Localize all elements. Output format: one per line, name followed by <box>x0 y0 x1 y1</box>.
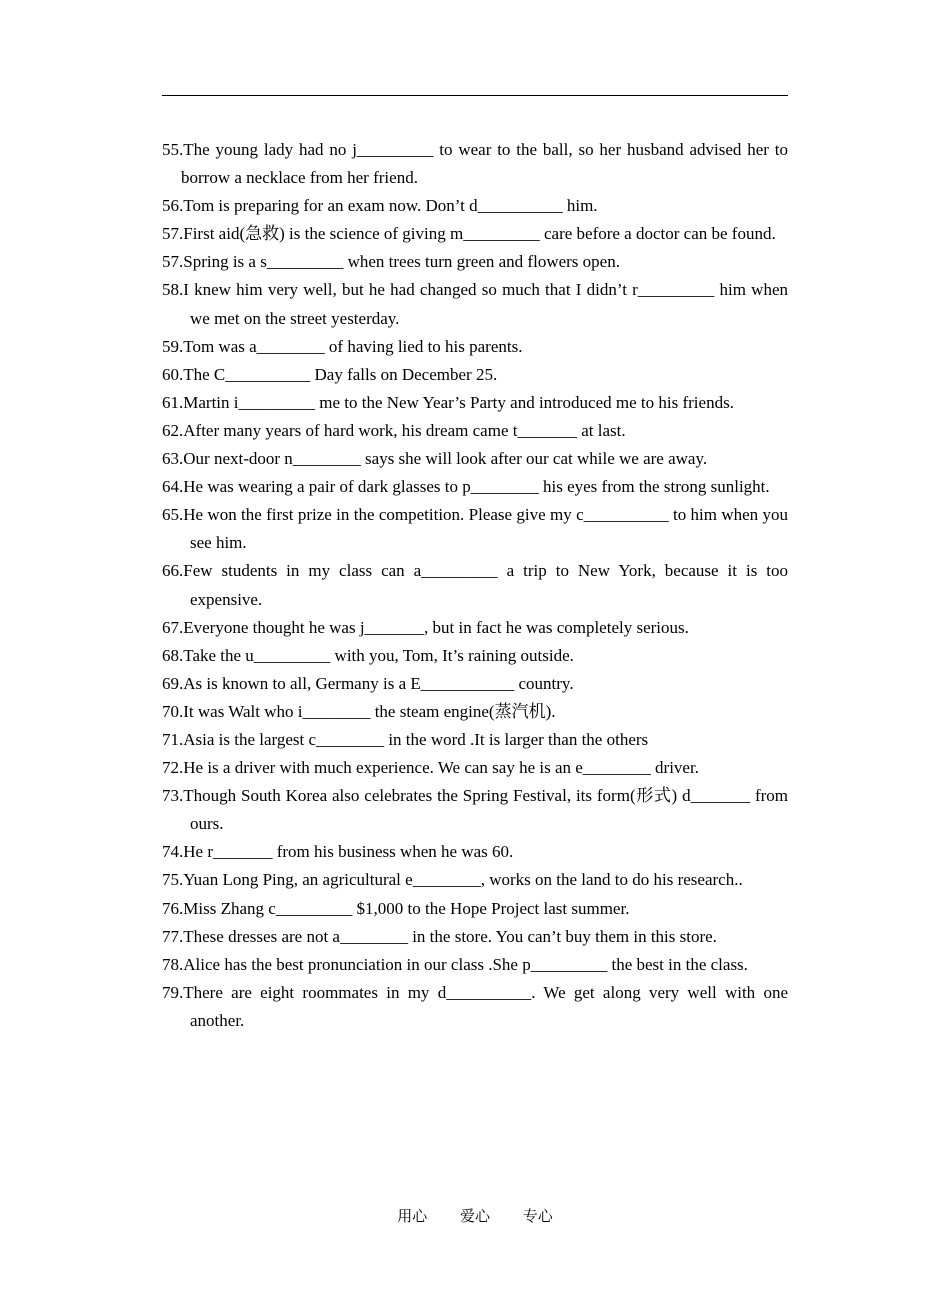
question-item: 60.The C__________ Day falls on December 25. <box>162 364 498 384</box>
question-item: 69.As is known to all, Germany is a E___________ country. <box>162 673 574 693</box>
question-item: 56.Tom is preparing for an exam now. Don’t d__________ him. <box>162 196 598 216</box>
header-rule <box>162 95 788 96</box>
question-item: 74.He r_______ from his business when he was 60. <box>162 842 514 862</box>
question-item: 65.He won the first prize in the competition. Please give my c__________ to him when you see him. <box>162 505 788 553</box>
question-item: 59.Tom was a________ of having lied to his parents. <box>162 336 523 356</box>
question-item: 67.Everyone thought he was j_______, but in fact he was completely serious. <box>162 617 689 637</box>
question-item: 73.Though South Korea also celebrates the Spring Festival, its form(形式) d_______ from ours. <box>162 786 788 834</box>
page-footer <box>0 1205 950 1226</box>
question-item: 64.He was wearing a pair of dark glasses to p________ his eyes from the strong sunlight. <box>162 477 770 497</box>
question-list <box>162 136 788 1035</box>
question-item: 62.After many years of hard work, his dream came t_______ at last. <box>162 420 626 440</box>
footer-text-1: 用心 <box>397 1207 428 1225</box>
question-item: 58.I knew him very well, but he had changed so much that I didn’t r_________ him when we met on the street yesterday. <box>162 280 788 328</box>
question-item: 71.Asia is the largest c________ in the word .It is larger than the others <box>162 729 649 749</box>
question-item: 68.Take the u_________ with you, Tom, It’s raining outside. <box>162 645 574 665</box>
question-item: 78.Alice has the best pronunciation in our class .She p_________ the best in the class. <box>162 954 748 974</box>
question-item: 75.Yuan Long Ping, an agricultural e________, works on the land to do his research.. <box>162 870 743 890</box>
question-item: 57.Spring is a s_________ when trees turn green and flowers open. <box>162 252 620 272</box>
question-item: 55.The young lady had no j_________ to wear to the ball, so her husband advised her to borrow a necklace from her friend. <box>162 140 788 188</box>
question-item: 77.These dresses are not a________ in the store. You can’t buy them in this store. <box>162 926 717 946</box>
question-item: 66.Few students in my class can a_________ a trip to New York, because it is too expensive. <box>162 561 788 609</box>
question-item: 79.There are eight roommates in my d__________. We get along very well with one another. <box>162 982 788 1030</box>
question-item: 57.First aid(急救) is the science of giving m_________ care before a doctor can be found. <box>162 224 776 244</box>
question-item: 70.It was Walt who i________ the steam engine(蒸汽机). <box>162 701 556 721</box>
question-item: 72.He is a driver with much experience. We can say he is an e________ driver. <box>162 758 699 778</box>
question-item: 63.Our next-door n________ says she will look after our cat while we are away. <box>162 449 708 469</box>
question-item: 61.Martin i_________ me to the New Year’s Party and introduced me to his friends. <box>162 392 734 412</box>
footer-text-3: 专心 <box>522 1207 553 1225</box>
question-item: 76.Miss Zhang c_________ $1,000 to the Hope Project last summer. <box>162 898 630 918</box>
footer-text-2: 爱心 <box>459 1207 490 1225</box>
